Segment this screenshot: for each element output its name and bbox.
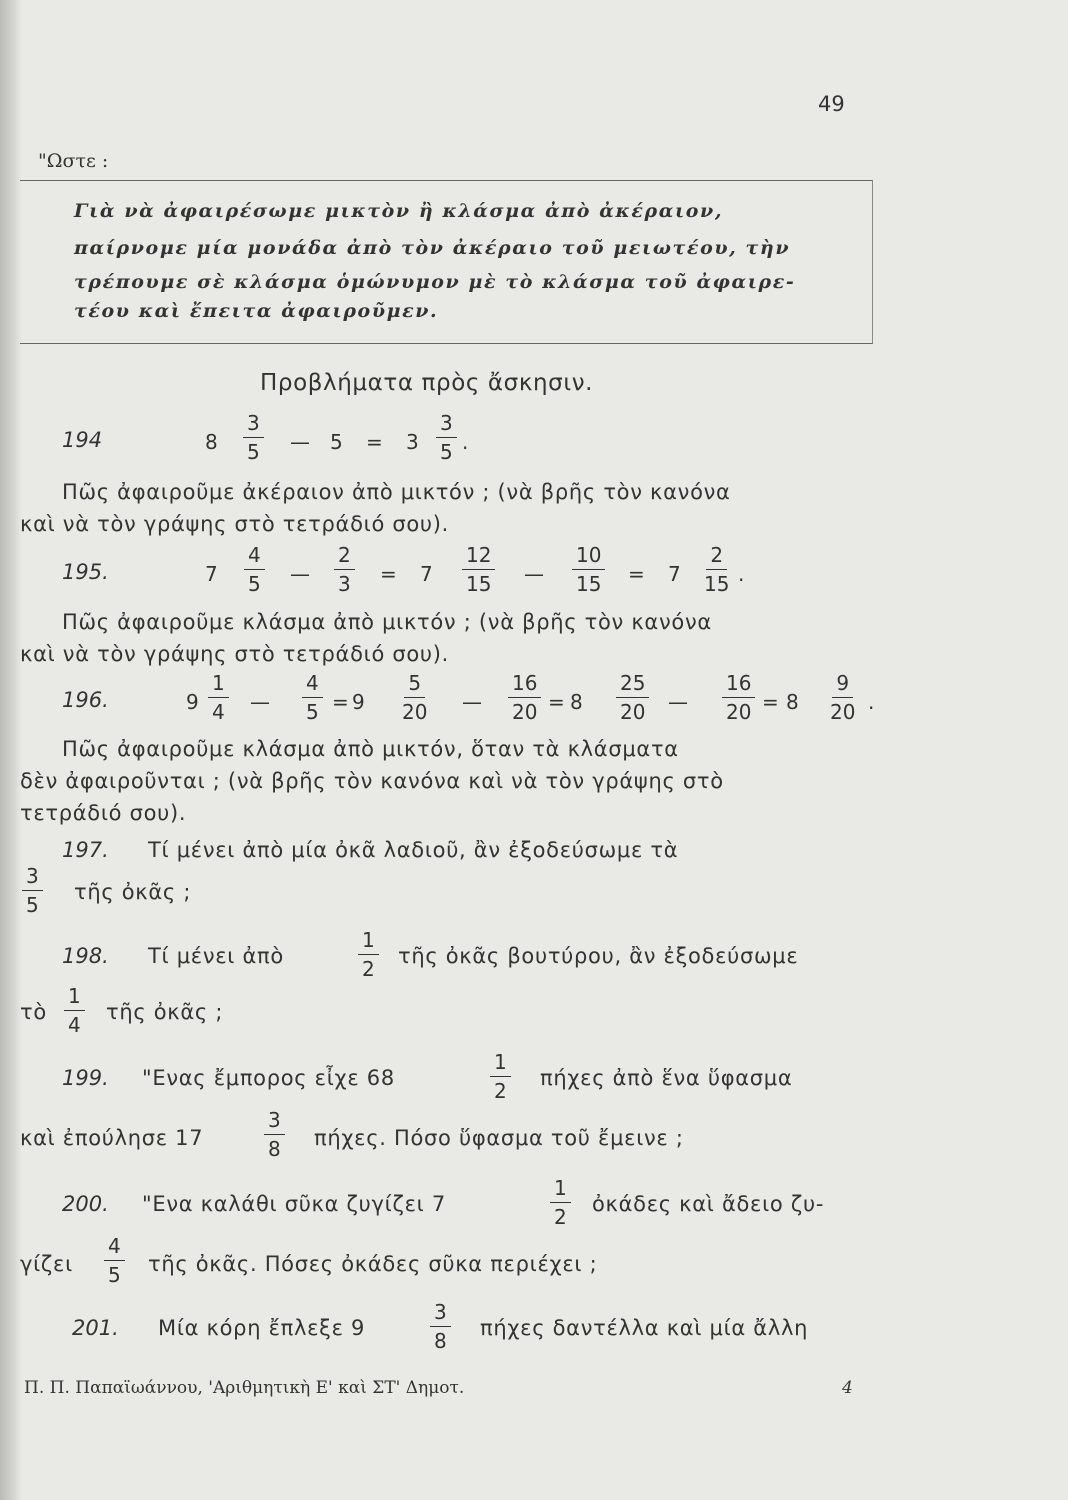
p195-fraction-4: 10 15 xyxy=(572,545,605,594)
p197-fraction-1: 3 5 xyxy=(22,866,43,915)
p199-fraction-1: 1 2 xyxy=(490,1052,511,1101)
p199-text-3: καὶ ἐπούλησε 17 xyxy=(20,1126,204,1150)
p196-equals-3: = xyxy=(762,690,779,714)
problem-199-number: 199. xyxy=(62,1066,109,1090)
p195-fraction-3: 12 15 xyxy=(462,545,495,594)
p194-term-1: 5 xyxy=(330,430,343,454)
p195-fraction-5: 2 15 xyxy=(704,543,730,596)
problem-201-number: 201. xyxy=(72,1316,119,1340)
p194-fraction-1: 3 5 xyxy=(243,413,264,462)
rule-line-2: παίρνομε μία μονάδα ἀπὸ τὸν ἀκέραιο τοῦ μειωτέου, τὴν xyxy=(74,237,791,259)
p197-text-line-1: Τί μένει ἀπὸ μία ὀκᾶ λαδιοῦ, ἂν ἐξοδεύσωμε τὰ xyxy=(148,838,679,862)
p198-text-4: τῆς ὀκᾶς ; xyxy=(106,1000,224,1024)
p196-fraction-7: 9 20 xyxy=(830,671,856,724)
p201-fraction-1: 3 8 xyxy=(430,1302,451,1351)
p195-equals-2: = xyxy=(628,562,645,586)
p196-question-line-2: δὲν ἀφαιροῦνται ; (νὰ βρῆς τὸν κανόνα καὶ νὰ τὸν γράψης στὸ xyxy=(20,769,724,793)
p195-fraction-2: 2 3 xyxy=(334,545,355,594)
page-binding-edge xyxy=(0,0,22,1500)
p200-fraction-1: 1 2 xyxy=(550,1178,571,1227)
p201-text-2: πήχες δαντέλλα καὶ μία ἄλλη xyxy=(480,1316,809,1340)
problem-194-number: 194 xyxy=(62,428,103,452)
p199-text-2: πήχες ἀπὸ ἕνα ὕφασμα xyxy=(540,1066,793,1090)
p195-fraction-1: 4 5 xyxy=(244,545,265,594)
p196-minus-1: — xyxy=(250,690,270,714)
p196-fraction-5: 25 20 xyxy=(616,673,649,722)
p196-minus-3: — xyxy=(668,690,688,714)
p200-text-4: τῆς ὀκᾶς. Πόσες ὀκάδες σῦκα περιέχει ; xyxy=(148,1252,598,1276)
p195-whole-3: 7 xyxy=(668,562,681,586)
p196-whole-4: 8 xyxy=(786,690,799,714)
p201-text-1: Μία κόρη ἔπλεξε 9 xyxy=(158,1316,366,1340)
p195-question-line-2: καὶ νὰ τὸν γράψης στὸ τετράδιό σου). xyxy=(20,642,450,666)
p198-text-3: τὸ xyxy=(20,1000,47,1024)
p195-period: . xyxy=(738,562,745,586)
p196-fraction-1: 1 4 xyxy=(208,673,229,722)
p196-equals-2: = xyxy=(548,690,565,714)
p194-minus: — xyxy=(290,430,310,454)
p196-fraction-4: 16 20 xyxy=(508,673,541,722)
p200-text-3: γίζει xyxy=(20,1252,73,1276)
problem-196-number: 196. xyxy=(62,688,109,712)
p198-fraction-2: 1 4 xyxy=(64,986,85,1035)
p194-question-line-1: Πῶς ἀφαιροῦμε ἀκέραιον ἀπὸ μικτόν ; (νὰ βρῆς τὸν κανόνα xyxy=(62,480,731,504)
p196-whole-2: 9 xyxy=(352,690,365,714)
p195-minus-1: — xyxy=(290,562,310,586)
p200-text-1: "Ενα καλάθι σῦκα ζυγίζει 7 xyxy=(142,1192,446,1216)
p194-period: . xyxy=(462,430,469,454)
p196-fraction-6: 16 20 xyxy=(722,673,755,722)
section-title: Προβλήματα πρὸς ἄσκησιν. xyxy=(260,370,594,396)
problem-200-number: 200. xyxy=(62,1192,109,1216)
problem-197-number: 197. xyxy=(62,838,109,862)
p198-text-1: Τί μένει ἀπὸ xyxy=(148,944,284,968)
intro-label: "Ωστε : xyxy=(38,150,109,172)
p198-text-2: τῆς ὀκᾶς βουτύρου, ἂν ἐξοδεύσωμε xyxy=(398,944,799,968)
p196-minus-2: — xyxy=(462,690,482,714)
rule-line-3: τρέπουμε σὲ κλάσμα ὁμώνυμον μὲ τὸ κλάσμα τοῦ ἀφαιρε- xyxy=(74,271,796,293)
rule-line-1: Γιὰ νὰ ἀφαιρέσωμε μικτὸν ἢ κλάσμα ἀπὸ ἀκέραιον, xyxy=(74,200,724,222)
p196-whole-1: 9 xyxy=(186,690,199,714)
p195-question-line-1: Πῶς ἀφαιροῦμε κλάσμα ἀπὸ μικτόν ; (νὰ βρῆς τὸν κανόνα xyxy=(62,610,712,634)
p198-fraction-1: 1 2 xyxy=(358,930,379,979)
p195-equals-1: = xyxy=(380,562,397,586)
p194-question-line-2: καὶ νὰ τὸν γράψης στὸ τετράδιό σου). xyxy=(20,512,450,536)
p196-equals-1: = xyxy=(332,690,349,714)
problem-198-number: 198. xyxy=(62,944,109,968)
rule-line-4: τέου καὶ ἔπειτα ἀφαιροῦμεν. xyxy=(74,300,439,322)
p200-text-2: ὀκάδες καὶ ἄδειο ζυ- xyxy=(592,1192,825,1216)
p194-equals: = xyxy=(366,430,383,454)
p199-text-1: "Ενας ἔμπορος εἶχε 68 xyxy=(142,1066,395,1090)
p196-question-line-3: τετράδιό σου). xyxy=(20,801,187,825)
p194-fraction-2: 3 5 xyxy=(436,413,457,462)
p200-fraction-2: 4 5 xyxy=(104,1236,125,1285)
problem-195-number: 195. xyxy=(62,560,109,584)
footer-signature-number: 4 xyxy=(842,1378,853,1398)
p196-question-line-1: Πῶς ἀφαιροῦμε κλάσμα ἀπὸ μικτόν, ὅταν τὰ κλάσματα xyxy=(62,737,679,761)
p196-whole-3: 8 xyxy=(570,690,583,714)
p195-minus-2: — xyxy=(524,562,544,586)
p194-whole-1: 8 xyxy=(205,430,218,454)
page-number: 49 xyxy=(818,92,845,116)
p194-whole-2: 3 xyxy=(406,430,419,454)
p195-whole-1: 7 xyxy=(205,562,218,586)
p197-text-line-2: τῆς ὀκᾶς ; xyxy=(74,880,192,904)
p195-whole-2: 7 xyxy=(420,562,433,586)
p196-fraction-3: 5 20 xyxy=(402,671,428,724)
footer-author-title: Π. Π. Παπαϊωάννου, 'Αριθμητικὴ Ε' καὶ ΣΤ' Δημοτ. xyxy=(24,1378,465,1398)
p199-text-4: πήχες. Πόσο ὕφασμα τοῦ ἔμεινε ; xyxy=(314,1126,684,1150)
p196-period: . xyxy=(868,690,875,714)
p199-fraction-2: 3 8 xyxy=(264,1110,285,1159)
p196-fraction-2: 4 5 xyxy=(302,673,323,722)
